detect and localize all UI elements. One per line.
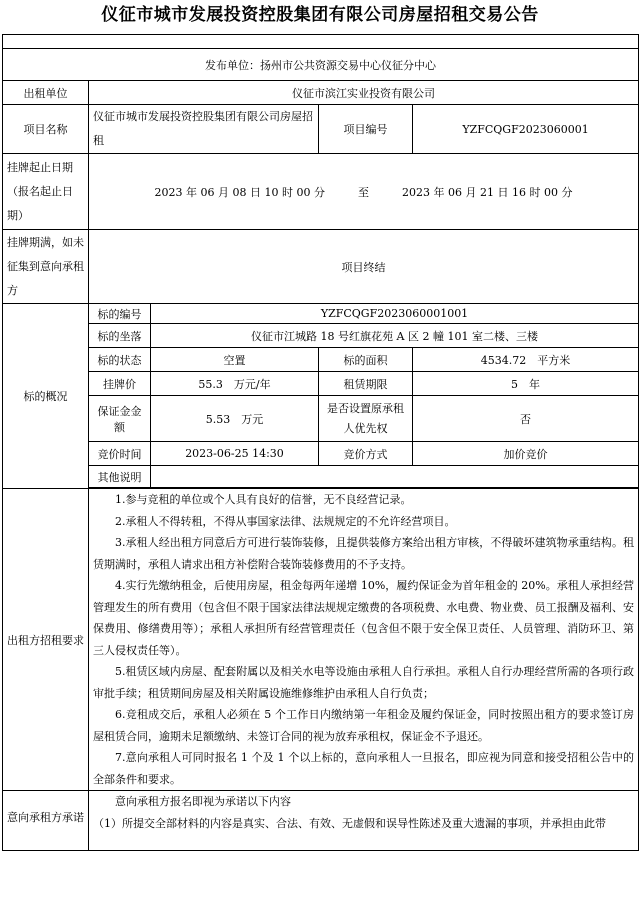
commitment-line: （1）所提交全部材料的内容是真实、合法、有效、无虚假和误导性陈述及重大遗漏的事项，并承担由此带 [93, 816, 606, 830]
listing-start: 2023 年 06 月 08 日 10 时 00 分 [154, 185, 325, 199]
listing-end: 2023 年 06 月 21 日 16 时 00 分 [402, 185, 573, 199]
commitment-line: 意向承租方报名即视为承诺以下内容 [115, 795, 291, 808]
publisher: 发布单位：扬州市公共资源交易中心仪征分中心 [3, 49, 639, 81]
project-name-label: 项目名称 [3, 105, 89, 154]
subject-bid-method-value: 加价竞价 [413, 442, 639, 466]
listing-period-row [3, 154, 639, 230]
subject-bid-row [3, 442, 639, 466]
project-code-value: YZFCQGF2023060001 [413, 105, 639, 154]
listing-period-label: 挂牌起止日期（报名起止日期） [3, 154, 89, 230]
subject-area-label: 标的面积 [319, 348, 413, 372]
subject-location-label: 标的坐落 [89, 324, 151, 348]
subject-status-value: 空置 [151, 348, 319, 372]
lessor-value: 仪征市滨江实业投资有限公司 [89, 81, 639, 105]
requirement-item: 7.意向承租人可同时报名 1 个及 1 个以上标的，意向承租人一旦报名，即应视为同意和接受招租公告中的全部条件和要求。 [93, 751, 635, 786]
spacer-row [3, 35, 639, 49]
project-name-value: 仪征市城市发展投资控股集团有限公司房屋招租 [89, 105, 319, 154]
subject-location-row [3, 324, 639, 348]
subject-code-value: YZFCQGF2023060001001 [151, 304, 639, 324]
subject-code-row [3, 304, 639, 324]
lessor-row [3, 81, 639, 105]
subject-other-label: 其他说明 [89, 466, 151, 488]
publisher-row [3, 49, 639, 81]
subject-bid-time-value: 2023-06-25 14:30 [151, 442, 319, 466]
subject-priority-value: 否 [413, 396, 639, 442]
requirement-item: 4.实行先缴纳租金，后使用房屋，租金每两年递增 10%，履约保证金为首年租金的 20%。承租人承担经营管理发生的所有费用（包含但不限于国家法律法规规定缴费的各项税费、水电费、物业费、员工报酬及福利、安保费用、修缮费用等）；承租人承担所有经营管理责任（包含但不限于安全保卫责任、人员管理、消防环卫、第三人侵权责任等）。 [93, 579, 635, 657]
subject-price-label: 挂牌价 [89, 372, 151, 396]
subject-code-label: 标的编号 [89, 304, 151, 324]
subject-status-row [3, 348, 639, 372]
subject-term-value: 5 年 [413, 372, 639, 396]
subject-deposit-value: 5.53 万元 [151, 396, 319, 442]
subject-section-label: 标的概况 [3, 304, 89, 489]
subject-status-label: 标的状态 [89, 348, 151, 372]
project-row [3, 105, 639, 154]
lessor-label: 出租单位 [3, 81, 89, 105]
requirement-item: 6.竞租成交后，承租人必须在 5 个工作日内缴纳第一年租金及履约保证金，同时按照出租方的要求签订房屋租赁合同，逾期未足额缴纳、未签订合同的视为放弃承租权，保证金不予退还。 [93, 708, 635, 743]
subject-location-value: 仪征市江城路 18 号红旗花苑 A 区 2 幢 101 室二楼、三楼 [151, 324, 639, 348]
subject-price-value: 55.3 万元/年 [151, 372, 319, 396]
expiry-row [3, 230, 639, 304]
commitment-row [3, 791, 639, 851]
requirement-item: 5.租赁区域内房屋、配套附属以及相关水电等设施由承租人自行承担。承租人自行办理经营所需的各项行政审批手续；租赁期间房屋及相关附属设施维修维护由承租人自行负责； [93, 665, 635, 700]
announcement-table [2, 34, 639, 851]
subject-other-row [3, 466, 639, 488]
requirement-item: 1.参与竞租的单位或个人具有良好的信誉，无不良经营记录。 [115, 493, 412, 506]
subject-other-value [151, 466, 639, 488]
requirement-item: 3.承租人经出租方同意后方可进行装饰装修，且提供装修方案给出租方审核，不得破坏建筑物承重结构。租赁期满时，承租人请求出租方补偿附合装饰装修费用的不予支持。 [93, 536, 635, 571]
commitment-text [89, 791, 639, 851]
subject-deposit-label: 保证金金额 [89, 396, 151, 442]
subject-area-value: 4534.72 平方米 [413, 348, 639, 372]
requirements-row [3, 489, 639, 791]
subject-bid-time-label: 竞价时间 [89, 442, 151, 466]
expiry-value: 项目终结 [89, 230, 639, 304]
subject-bid-method-label: 竞价方式 [319, 442, 413, 466]
requirement-item: 2.承租人不得转租，不得从事国家法律、法规规定的不允许经营项目。 [115, 514, 456, 528]
expiry-label: 挂牌期满，如未征集到意向承租方 [3, 230, 89, 304]
commitment-label: 意向承租方承诺 [3, 791, 89, 851]
requirements-label: 出租方招租要求 [3, 489, 89, 791]
project-code-label: 项目编号 [319, 105, 413, 154]
subject-price-row [3, 372, 639, 396]
subject-priority-label: 是否设置原承租人优先权 [319, 396, 413, 442]
requirements-list [89, 489, 639, 791]
listing-to: 至 [358, 185, 369, 199]
subject-deposit-row [3, 396, 639, 442]
page-title: 仪征市城市发展投资控股集团有限公司房屋招租交易公告 [101, 5, 539, 25]
subject-term-label: 租赁期限 [319, 372, 413, 396]
